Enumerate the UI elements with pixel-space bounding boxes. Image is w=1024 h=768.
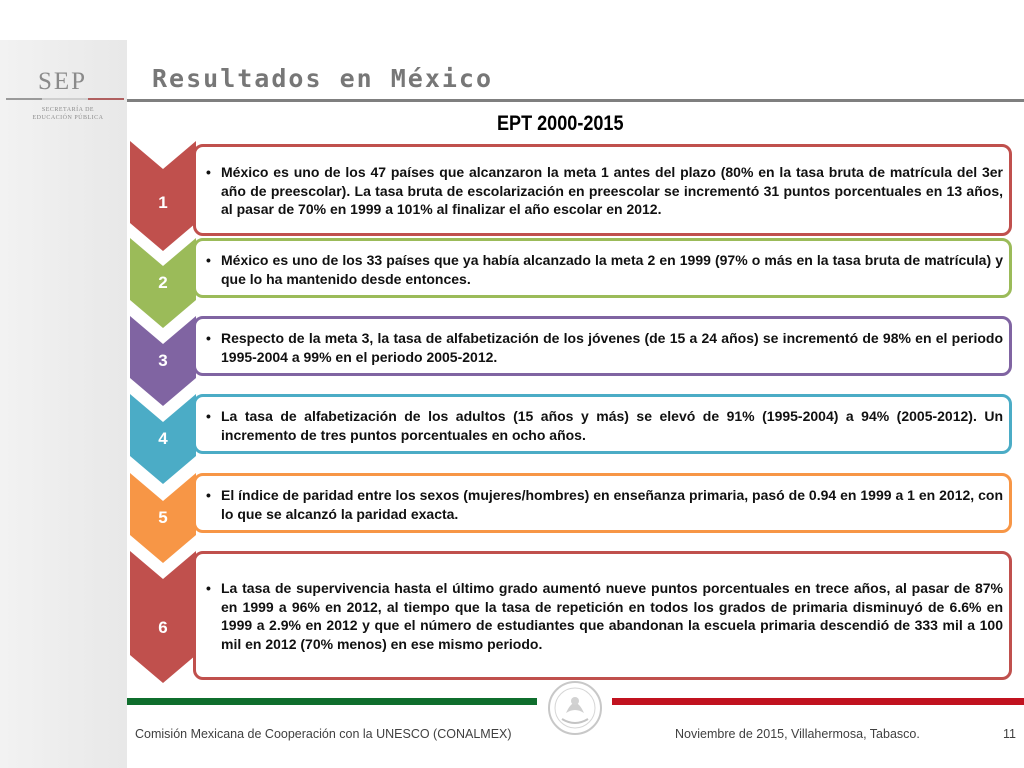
sep-logo (6, 68, 124, 128)
goal-chevron (130, 551, 196, 683)
goal-item (130, 551, 1020, 683)
bullet-icon: • (206, 487, 211, 503)
bullet-icon: • (206, 330, 211, 346)
page-number: 11 (1003, 727, 1016, 741)
goal-item (130, 141, 1020, 251)
footer-green-bar (127, 698, 537, 705)
goal-chevron (130, 238, 196, 328)
goal-number: 4 (158, 429, 168, 448)
goal-description (206, 579, 1003, 653)
goal-number: 2 (158, 273, 168, 292)
goal-text-box (193, 394, 1012, 454)
left-panel-top (0, 0, 127, 40)
bullet-icon: • (206, 408, 211, 424)
sep-logo-subtext: SECRETARÍA DE EDUCACIÓN PÚBLICA (32, 107, 104, 121)
goal-description (206, 329, 1003, 366)
goal-item (130, 238, 1020, 328)
goal-description-text: México es uno de los 47 países que alcanzaron la meta 1 antes del plazo (80% en la tasa bruta de matrícula del 3er año de preescolar). La tasa bruta de escolarización en preescolar se incrementó 31 puntos porcentuales en 13 años, al pasar de 70% en 1999 a 101% al finalizar el año escolar en 2012. (221, 164, 1003, 217)
bullet-icon: • (206, 252, 211, 268)
goal-description-text: La tasa de alfabetización de los adultos (15 años y más) se elevó de 91% (1995-2004) a 94% (2005-2012). Un incremento de tres puntos porcentuales en ocho años. (221, 408, 1003, 443)
title-divider (127, 99, 1024, 102)
sep-logo-tricolor-line (6, 98, 124, 100)
goal-text-box (193, 144, 1012, 236)
goal-description-text: El índice de paridad entre los sexos (mujeres/hombres) en enseñanza primaria, pasó de 0.94 en 1999 a 1 en 2012, con lo que se alcanzó la paridad exacta. (221, 487, 1003, 522)
footer-organization: Comisión Mexicana de Cooperación con la UNESCO (CONALMEX) (135, 727, 512, 741)
footer-date-location: Noviembre de 2015, Villahermosa, Tabasco. (675, 727, 920, 741)
goal-description (206, 163, 1003, 219)
goal-chevron (130, 473, 196, 563)
goal-text-box (193, 551, 1012, 680)
goal-number: 6 (158, 618, 168, 637)
goal-description (206, 486, 1003, 523)
goal-description (206, 407, 1003, 444)
goal-chevron (130, 316, 196, 406)
goal-text-box (193, 473, 1012, 533)
section-subtitle: EPT 2000-2015 (497, 112, 624, 135)
goal-description (206, 251, 1003, 288)
goal-item (130, 473, 1020, 563)
goal-text-box (193, 238, 1012, 298)
bullet-icon: • (206, 164, 211, 180)
goal-number: 1 (158, 193, 168, 212)
page-title: Resultados en México (152, 64, 494, 93)
goal-item (130, 394, 1020, 484)
goal-chevron (130, 141, 196, 251)
footer-red-bar (612, 698, 1024, 705)
sep-logo-text: SEP (38, 68, 88, 95)
bullet-icon: • (206, 580, 211, 596)
goal-description-text: Respecto de la meta 3, la tasa de alfabetización de los jóvenes (de 15 a 24 años) se incrementó de 98% en el periodo 1995-2004 a 99% en el periodo 2005-2012. (221, 330, 1003, 365)
goal-item (130, 316, 1020, 406)
goal-description-text: La tasa de supervivencia hasta el último grado aumentó nueve puntos porcentuales en trece años, al pasar de 87% en 1999 a 96% en 2012, al tiempo que la tasa de repetición en todos los grados de primaria disminuyó de 6.6% en 1999 a 2.9% en 2012 y que el número de estudiantes que abandonan la escuela primaria descendió de 333 mil a 100 mil en 2012 (70% menos) en ese mismo periodo. (221, 580, 1003, 652)
goal-chevron (130, 394, 196, 484)
goal-description-text: México es uno de los 33 países que ya había alcanzado la meta 2 en 1999 (97% o más en la tasa bruta de matrícula) y que lo ha mantenido desde entonces. (221, 252, 1003, 287)
goal-number: 3 (158, 351, 168, 370)
goal-number: 5 (158, 508, 168, 527)
goal-text-box (193, 316, 1012, 376)
mexican-coat-of-arms-icon (544, 679, 606, 737)
